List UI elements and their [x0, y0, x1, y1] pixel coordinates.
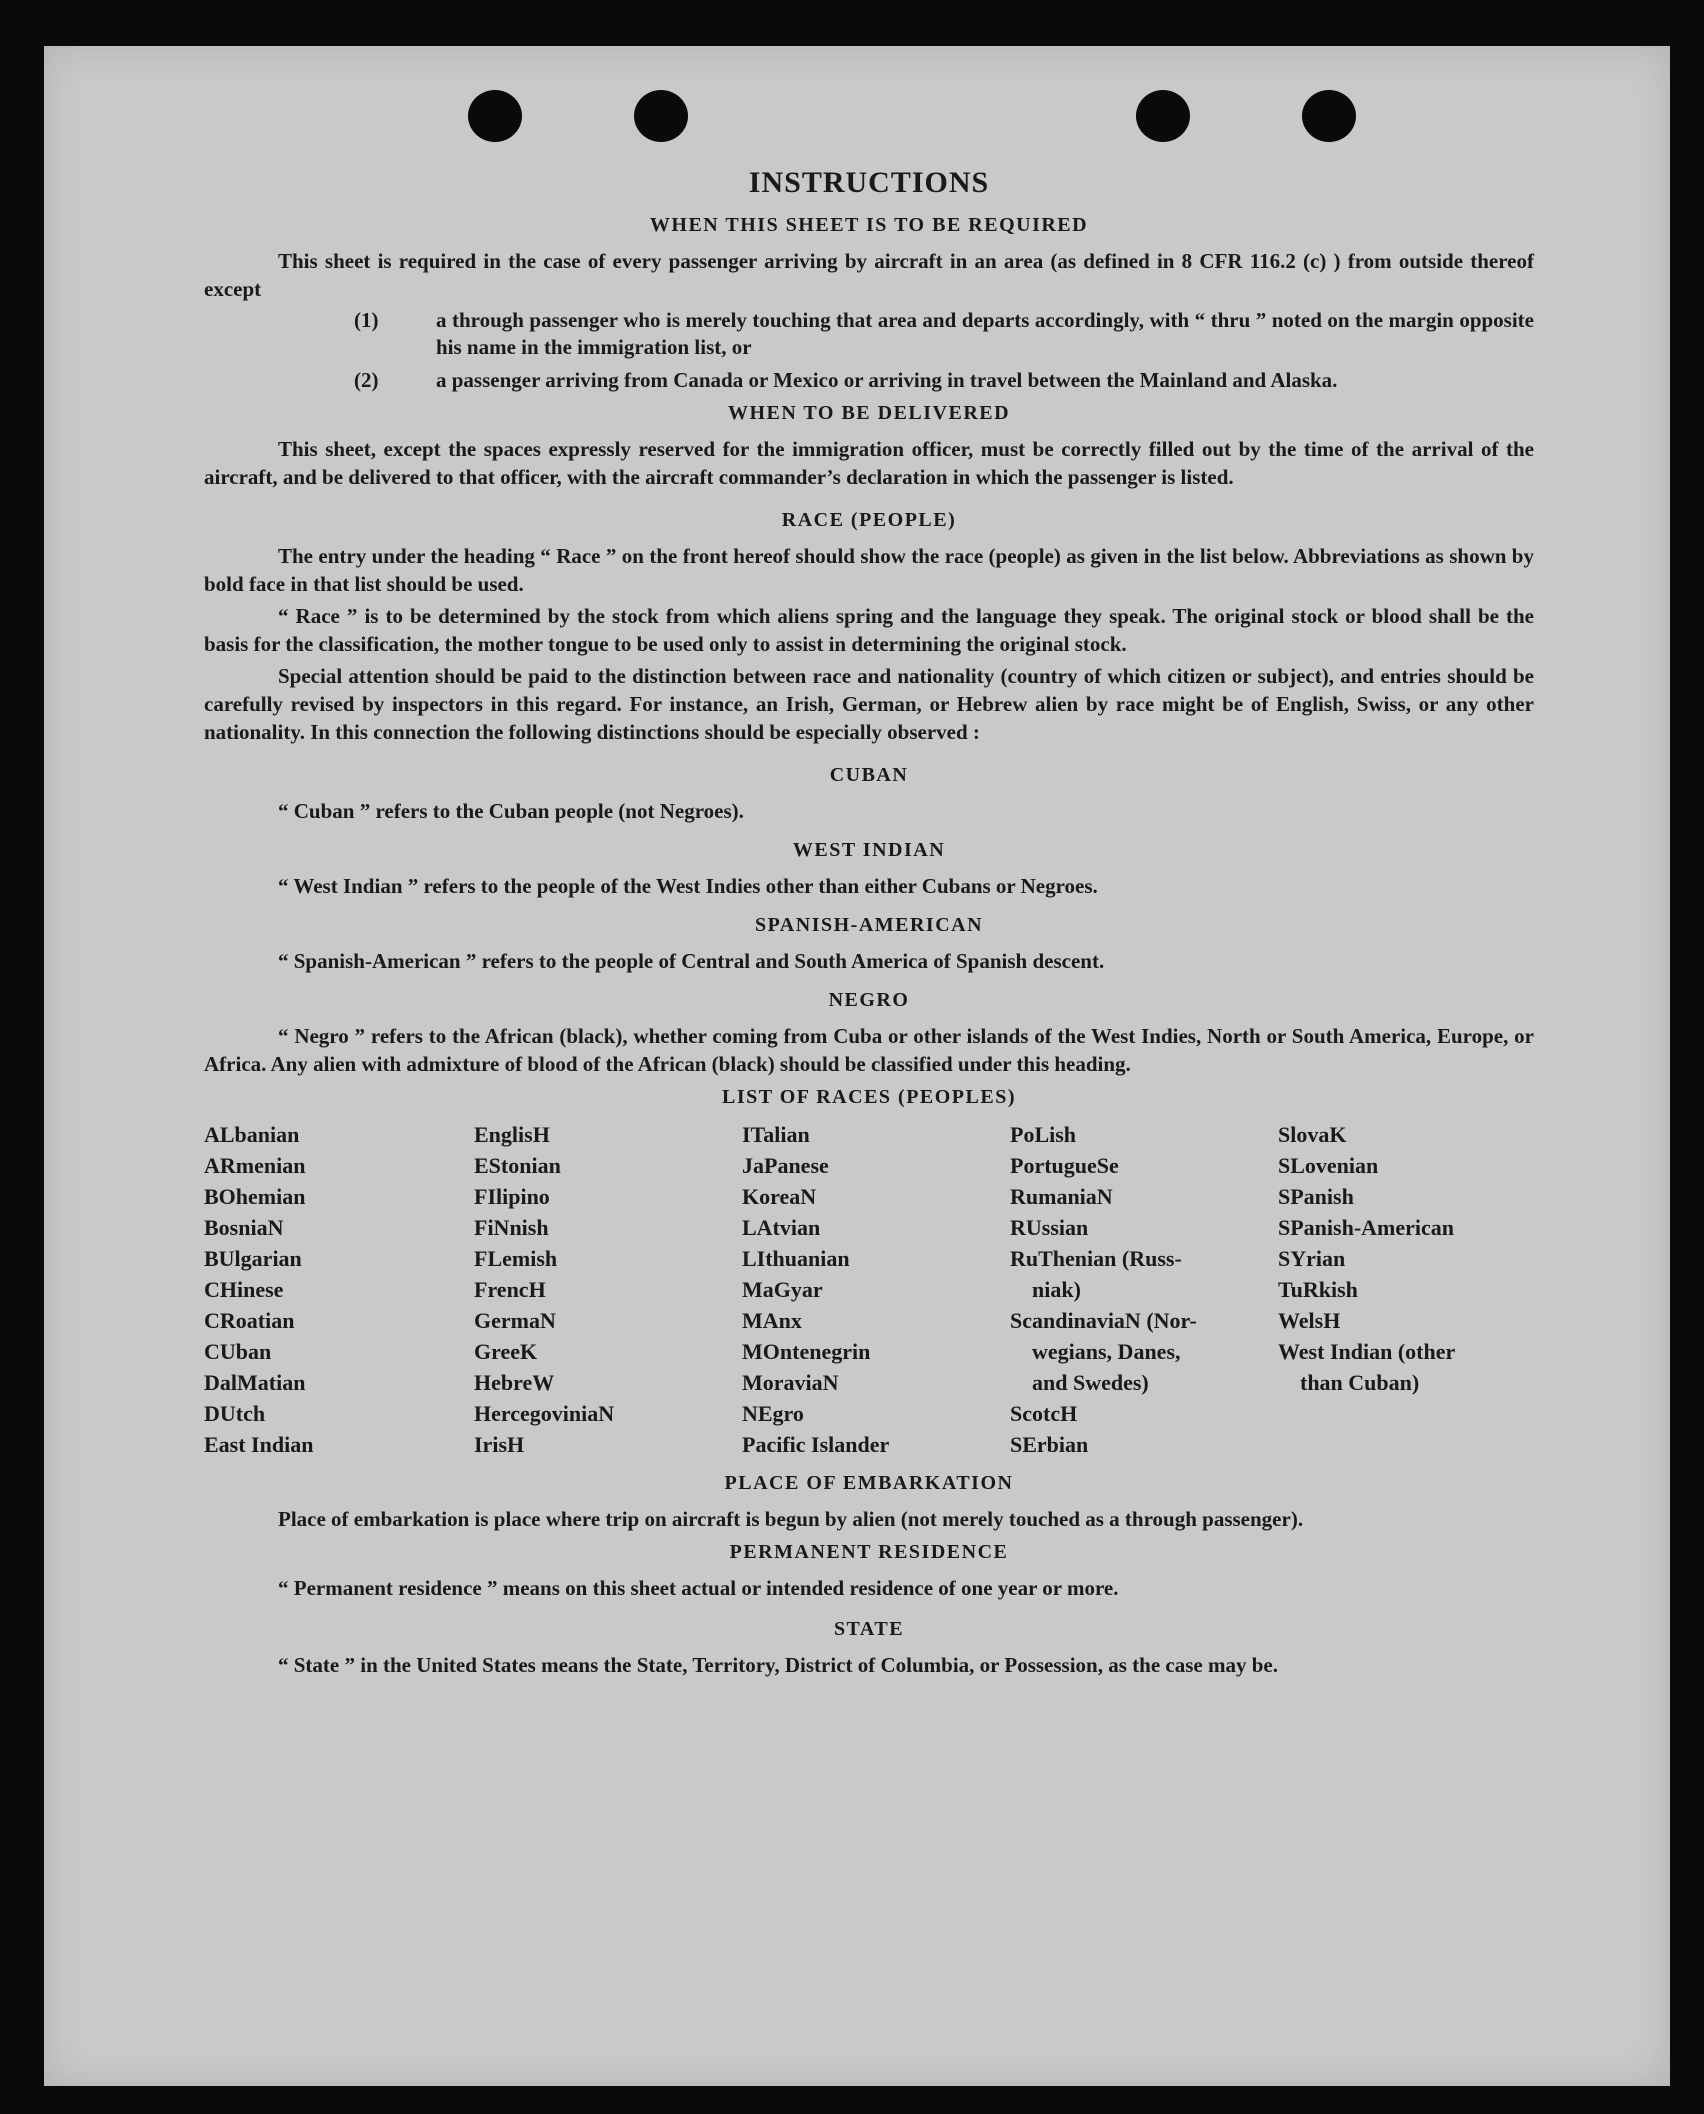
race-entry: RUssian — [1010, 1215, 1089, 1240]
document-page — [44, 46, 1670, 2086]
heading-west-indian: WEST INDIAN — [792, 839, 946, 861]
race-entry: SPanish — [1278, 1184, 1354, 1209]
state-text: “ State ” in the United States means the State, Territory, District of Columbia, or Possession, as the case may be. — [278, 1653, 1278, 1677]
race-entry: RuThenian (Russ- — [1010, 1246, 1182, 1271]
race-entry: WelsH — [1278, 1308, 1341, 1333]
race-entry: GermaN — [474, 1308, 556, 1333]
race-paragraph-3: Special attention should be paid to the distinction between race and nationality (country of which citizen or subject), and entries should be carefully revised by inspectors in this regard. For instance, an Irish, German, or Hebrew alien by race might be of English, Swiss, or any other nationality. In this connection the following distinctions should be especially observed : — [204, 664, 1534, 744]
race-entry: IrisH — [474, 1432, 525, 1457]
embarkation-text: Place of embarkation is place where trip on aircraft is begun by alien (not merely touched as a through passenger). — [278, 1507, 1304, 1531]
race-entry: FiNnish — [474, 1215, 549, 1240]
race-entry: SLovenian — [1278, 1153, 1379, 1178]
race-entry: LAtvian — [742, 1215, 821, 1240]
race-entry: GreeK — [474, 1339, 538, 1364]
race-entry: BosniaN — [204, 1215, 284, 1240]
race-entry: CHinese — [204, 1277, 284, 1302]
races-column-1 — [204, 1119, 474, 1460]
race-entry: ALbanian — [204, 1122, 300, 1147]
race-entry: RumaniaN — [1010, 1184, 1113, 1209]
page-title: INSTRUCTIONS — [748, 166, 990, 199]
punch-hole-3 — [1136, 90, 1190, 142]
race-entry: ScandinaviaN (Nor- — [1010, 1308, 1197, 1333]
races-column-3 — [742, 1119, 1010, 1460]
races-column-2 — [474, 1119, 742, 1460]
race-entry: MaGyar — [742, 1277, 823, 1302]
race-entry: FLemish — [474, 1246, 558, 1271]
punch-hole-2 — [634, 90, 688, 142]
list-item — [204, 367, 1534, 394]
race-entry: DalMatian — [204, 1370, 306, 1395]
race-entry: DUtch — [204, 1401, 266, 1426]
punch-hole-4 — [1302, 90, 1356, 142]
race-entry: TuRkish — [1278, 1277, 1358, 1302]
race-entry: HercegoviniaN — [474, 1401, 615, 1426]
heading-negro: NEGRO — [828, 989, 910, 1011]
race-paragraph-1: The entry under the heading “ Race ” on the front hereof should show the race (people) as given in the list below. Abbreviations as shown by bold face in that list should be used. — [204, 544, 1534, 596]
race-entry: ScotcH — [1010, 1401, 1078, 1426]
race-entry: PortugueSe — [1010, 1153, 1119, 1178]
heading-race: RACE (PEOPLE) — [781, 509, 957, 531]
west-indian-text: “ West Indian ” refers to the people of the West Indies other than either Cubans or Negroes. — [278, 874, 1098, 898]
race-entry: EnglisH — [474, 1122, 550, 1147]
except-word: except — [204, 277, 262, 301]
race-entry: MoraviaN — [742, 1370, 839, 1395]
races-list — [204, 1119, 1534, 1460]
cuban-text: “ Cuban ” refers to the Cuban people (not Negroes). — [278, 799, 744, 823]
race-entry: SPanish-American — [1278, 1215, 1454, 1240]
when-required-intro: This sheet is required in the case of every passenger arriving by aircraft in an area (as defined in 8 CFR 116.2 (c) ) from outside thereof except — [204, 249, 1534, 301]
race-entry: FIlipino — [474, 1184, 550, 1209]
instructions-content — [204, 166, 1534, 1683]
heading-residence: PERMANENT RESIDENCE — [729, 1541, 1009, 1563]
heading-cuban: CUBAN — [829, 764, 909, 786]
race-entry: MOntenegrin — [742, 1339, 871, 1364]
race-entry: Pacific Islander — [742, 1432, 890, 1457]
list-item — [204, 307, 1534, 361]
heading-list-of-races: LIST OF RACES (PEOPLES) — [721, 1086, 1016, 1108]
race-entry: CUban — [204, 1339, 272, 1364]
heading-when-required: WHEN THIS SHEET IS TO BE REQUIRED — [649, 214, 1089, 236]
race-entry: SYrian — [1278, 1246, 1346, 1271]
race-entry: LIthuanian — [742, 1246, 850, 1271]
punch-hole-1 — [468, 90, 522, 142]
race-entry-continuation: wegians, Danes, — [1032, 1339, 1181, 1364]
race-entry: ARmenian — [204, 1153, 306, 1178]
list-item-text: a passenger arriving from Canada or Mexico or arriving in travel between the Mainland and Alaska. — [436, 368, 1338, 392]
spanish-american-text: “ Spanish-American ” refers to the people of Central and South America of Spanish descent. — [278, 949, 1105, 973]
race-entry: ITalian — [742, 1122, 810, 1147]
heading-spanish-american: SPANISH-AMERICAN — [754, 914, 984, 936]
race-entry: SErbian — [1010, 1432, 1089, 1457]
race-entry-continuation: and Swedes) — [1032, 1370, 1149, 1395]
races-column-5 — [1278, 1119, 1534, 1460]
races-column-4 — [1010, 1119, 1278, 1460]
heading-state: STATE — [833, 1618, 905, 1640]
race-entry: MAnx — [742, 1308, 802, 1333]
race-entry: PoLish — [1010, 1122, 1077, 1147]
race-entry-continuation: niak) — [1032, 1277, 1081, 1302]
list-item-number: (2) — [354, 368, 379, 392]
heading-embarkation: PLACE OF EMBARKATION — [724, 1472, 1014, 1494]
race-entry: West Indian (other — [1278, 1339, 1456, 1364]
race-entry: KoreaN — [742, 1184, 817, 1209]
residence-text: “ Permanent residence ” means on this sheet actual or intended residence of one year or more. — [278, 1576, 1119, 1600]
race-entry: EStonian — [474, 1153, 561, 1178]
when-delivered-text: This sheet, except the spaces expressly reserved for the immigration officer, must be correctly filled out by the time of the arrival of the aircraft, and be delivered to that officer, with the aircraft commander’s declaration in which the passenger is listed. — [204, 437, 1534, 489]
race-entry: FrencH — [474, 1277, 546, 1302]
race-entry: CRoatian — [204, 1308, 295, 1333]
race-entry-continuation: than Cuban) — [1300, 1370, 1420, 1395]
negro-text: “ Negro ” refers to the African (black), whether coming from Cuba or other islands of the West Indies, North or South America, Europe, or Africa. Any alien with admixture of blood of the African (black) should be classified under this heading. — [204, 1024, 1534, 1076]
race-entry: HebreW — [474, 1370, 555, 1395]
race-entry: East Indian — [204, 1432, 314, 1457]
list-item-text: a through passenger who is merely touching that area and departs accordingly, with “ thru ” noted on the margin opposite his name in the immigration list, or — [436, 308, 1534, 359]
race-entry: BOhemian — [204, 1184, 306, 1209]
race-entry: BUlgarian — [204, 1246, 302, 1271]
race-entry: NEgro — [742, 1401, 804, 1426]
list-item-number: (1) — [354, 308, 379, 332]
race-entry: JaPanese — [742, 1153, 829, 1178]
race-paragraph-2: “ Race ” is to be determined by the stock from which aliens spring and the language they speak. The original stock or blood shall be the basis for the classification, the mother tongue to be used only to assist in determining the original stock. — [204, 604, 1534, 656]
heading-when-delivered: WHEN TO BE DELIVERED — [727, 402, 1011, 424]
race-entry: SlovaK — [1278, 1122, 1347, 1147]
